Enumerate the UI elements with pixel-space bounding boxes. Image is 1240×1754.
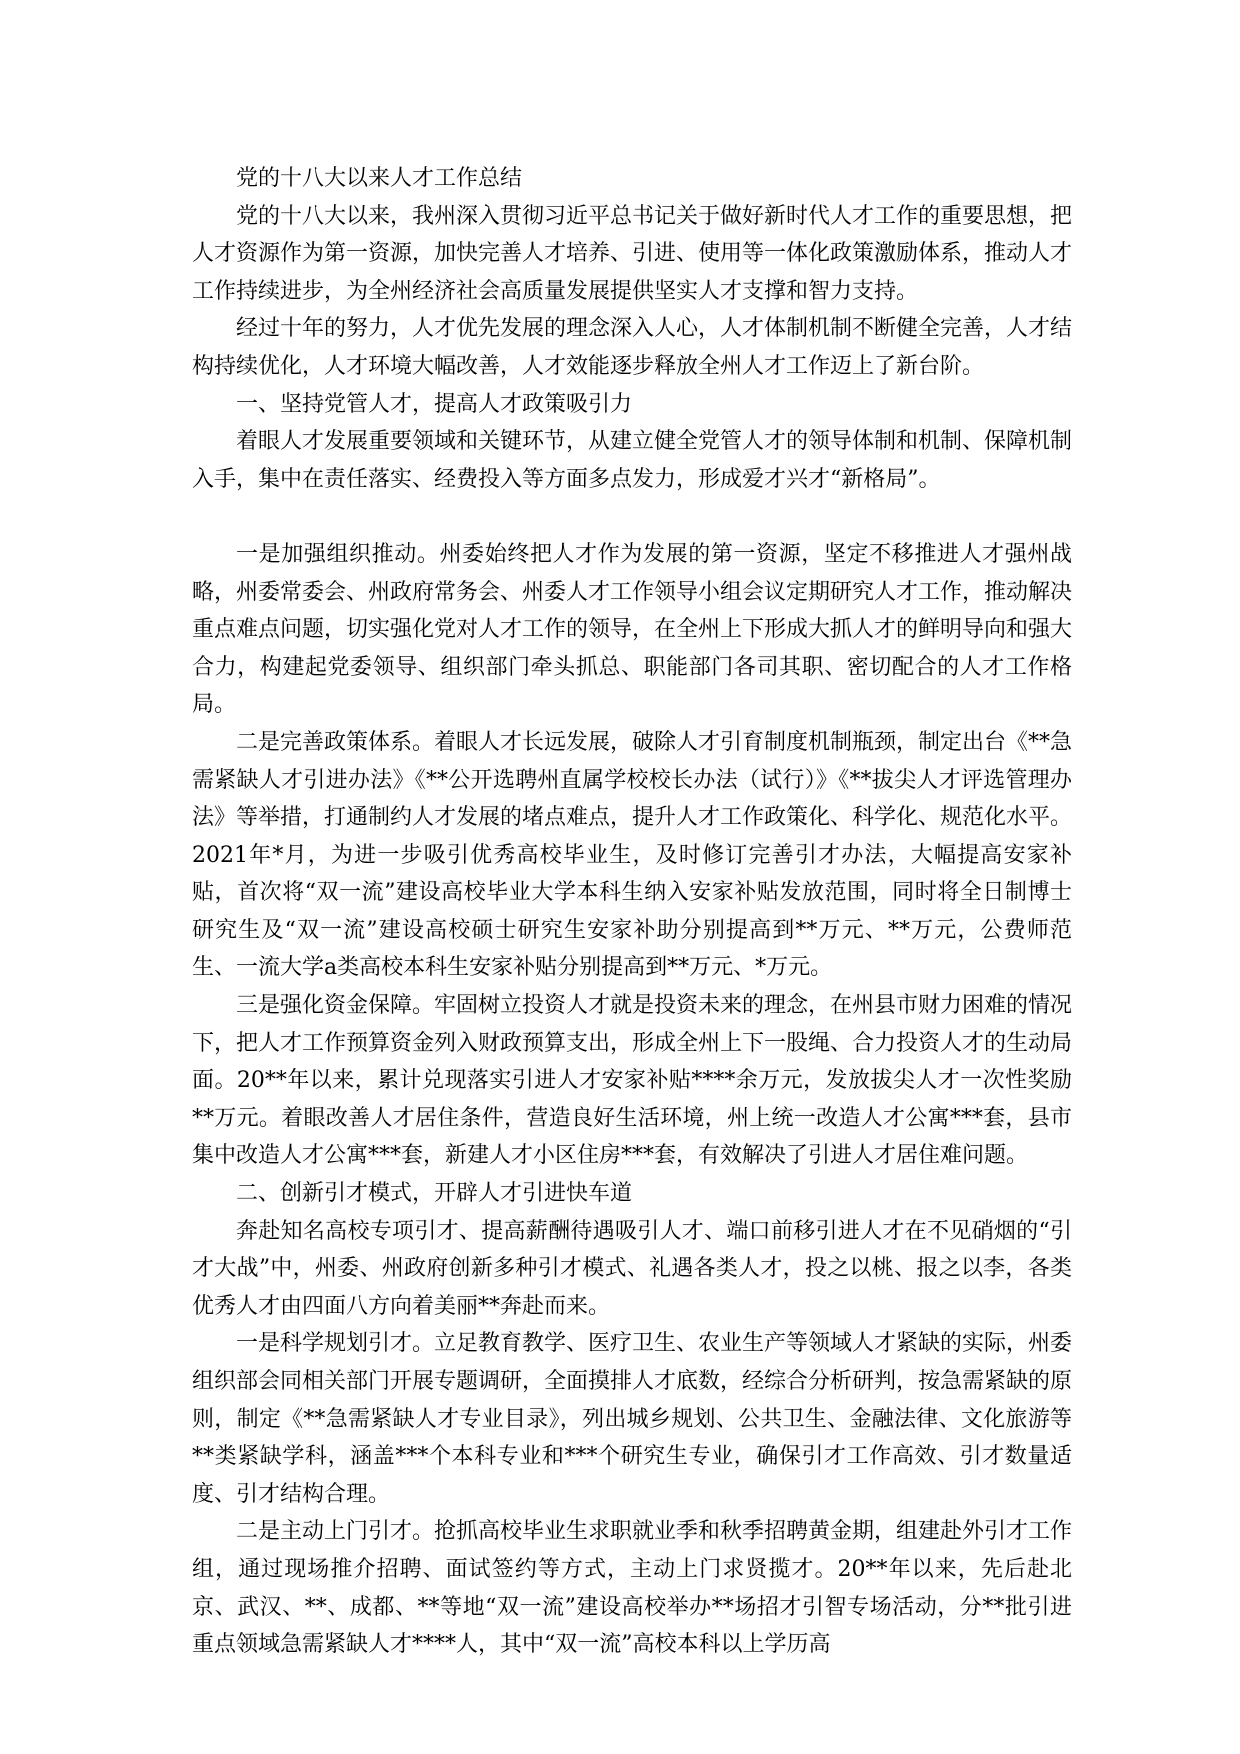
section-heading-1: 一、坚持党管人才，提高人才政策吸引力 [236,391,633,417]
section-2-point-2: 二是主动上门引才。抢抓高校毕业生求职就业季和秋季招聘黄金期，组建赴外引才工作组，通过现场推介招聘、面试签约等方式，主动上门求贤揽才。20**年以来，先后赴北京、武汉、**、成都、**等地“双一流”建设高校举办**场招才引智专场活动，分**批引进重点领域急需紧缺人才****人，其中“双一流”高校本科以上学历高 [192,1519,1073,1658]
document-body [192,160,1072,1664]
section-1-intro: 着眼人才发展重要领域和关键环节，从建立健全党管人才的领导体制和机制、保障机制入手，集中在责任落实、经费投入等方面多点发力，形成爱才兴才“新格局”。 [192,429,1073,492]
section-1-point-2: 二是完善政策体系。着眼人才长远发展，破除人才引育制度机制瓶颈，制定出台《**急需紧缺人才引进办法》《**公开选聘州直属学校校长办法（试行）》《**拔尖人才评选管理办法》等举措，打通制约人才发展的堵点难点，提升人才工作政策化、科学化、规范化水平。2021年*月，为进一步吸引优秀高校毕业生，及时修订完善引才办法，大幅提高安家补贴，首次将“双一流”建设高校毕业大学本科生纳入安家补贴发放范围，同时将全日制博士研究生及“双一流”建设高校硕士研究生安家补助分别提高到**万元、**万元，公费师范生、一流大学a类高校本科生安家补贴分别提高到**万元、*万元。 [192,729,1073,981]
section-1-point-1: 一是加强组织推动。州委始终把人才作为发展的第一资源，坚定不移推进人才强州战略，州委常委会、州政府常务会、州委人才工作领导小组会议定期研究人才工作，推动解决重点难点问题，切实强化党对人才工作的领导，在全州上下形成大抓人才的鲜明导向和强大合力，构建起党委领导、组织部门牵头抓总、职能部门各司其职、密切配合的人才工作格局。 [192,541,1073,718]
section-1-point-3: 三是强化资金保障。牢固树立投资人才就是投资未来的理念，在州县市财力困难的情况下，把人才工作预算资金列入财政预算支出，形成全州上下一股绳、合力投资人才的生动局面。20**年以来，累计兑现落实引进人才安家补贴****余万元，发放拔尖人才一次性奖励**万元。着眼改善人才居住条件，营造良好生活环境，州上统一改造人才公寓***套，县市集中改造人才公寓***套，新建人才小区住房***套，有效解决了引进人才居住难问题。 [192,993,1073,1169]
section-2-point-1: 一是科学规划引才。立足教育教学、医疗卫生、农业生产等领域人才紧缺的实际，州委组织部会同相关部门开展专题调研，全面摸排人才底数，经综合分析研判，按急需紧缺的原则，制定《**急需紧缺人才专业目录》，列出城乡规划、公共卫生、金融法律、文化旅游等**类紧缺学科，涵盖***个本科专业和***个研究生专业，确保引才工作高效、引才数量适度、引才结构合理。 [192,1331,1073,1507]
document-title: 党的十八大以来人才工作总结 [236,166,523,191]
paragraph-summary: 经过十年的努力，人才优先发展的理念深入人心，人才体制机制不断健全完善，人才结构持续优化，人才环境大幅改善，人才效能逐步释放全州人才工作迈上了新台阶。 [192,316,1073,379]
paragraph-intro: 党的十八大以来，我州深入贯彻习近平总书记关于做好新时代人才工作的重要思想，把人才资源作为第一资源，加快完善人才培养、引进、使用等一体化政策激励体系，推动人才工作持续进步，为全州经济社会高质量发展提供坚实人才支撑和智力支持。 [192,203,1073,304]
section-2-intro: 奔赴知名高校专项引才、提高薪酬待遇吸引人才、端口前移引进人才在不见硝烟的“引才大战”中，州委、州政府创新多种引才模式、礼遇各类人才，投之以桃、报之以李，各类优秀人才由四面八方向着美丽**奔赴而来。 [192,1218,1072,1319]
section-heading-2: 二、创新引才模式，开辟人才引进快车道 [236,1181,633,1207]
